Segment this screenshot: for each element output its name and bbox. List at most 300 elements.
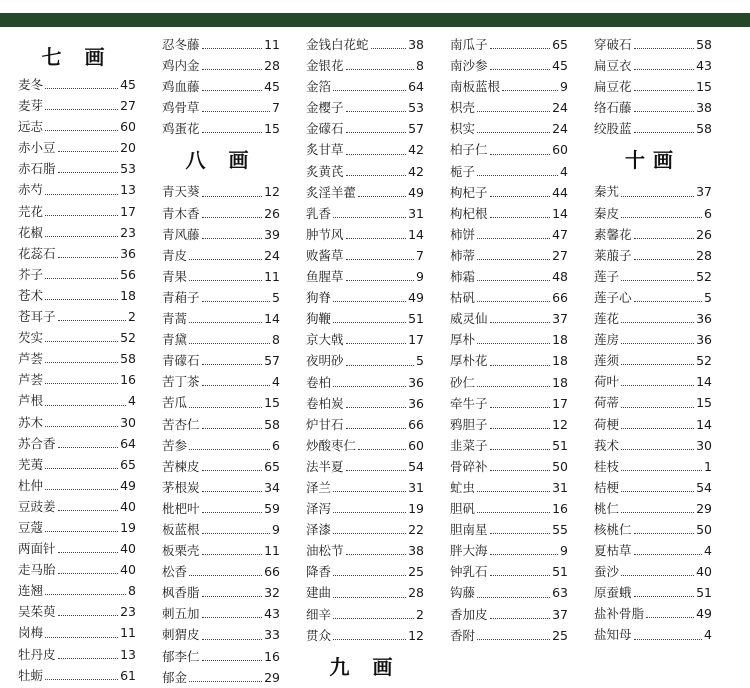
index-entry bbox=[450, 161, 568, 182]
index-entry bbox=[18, 475, 136, 496]
page-number: 51 bbox=[408, 311, 424, 327]
dot-leader bbox=[202, 385, 271, 386]
page-number: 9 bbox=[560, 543, 568, 559]
page-number: 42 bbox=[408, 142, 424, 158]
page-number: 58 bbox=[696, 37, 712, 52]
dot-leader bbox=[477, 491, 550, 492]
page-number: 52 bbox=[120, 330, 136, 346]
herb-name: 素馨花 bbox=[594, 226, 632, 242]
herb-name: 苍术 bbox=[18, 287, 44, 303]
dot-leader bbox=[202, 196, 263, 197]
index-entry bbox=[306, 477, 424, 498]
index-entry bbox=[594, 118, 712, 139]
page-number: 63 bbox=[552, 585, 568, 601]
index-entry bbox=[594, 603, 712, 624]
page-number: 14 bbox=[408, 226, 424, 242]
index-entry bbox=[162, 456, 280, 477]
herb-name: 苦杏仁 bbox=[162, 416, 200, 432]
page-number: 37 bbox=[696, 184, 712, 200]
index-entry bbox=[594, 350, 712, 371]
herb-name: 莲子 bbox=[594, 268, 620, 284]
index-entry bbox=[162, 561, 280, 582]
herb-name: 鱼腥草 bbox=[306, 269, 344, 285]
herb-name: 扁豆花 bbox=[594, 79, 632, 95]
dot-leader bbox=[189, 259, 262, 260]
page-number: 65 bbox=[264, 458, 280, 474]
page-number: 33 bbox=[264, 627, 280, 643]
page-number: 4 bbox=[704, 543, 712, 559]
herb-name: 卷柏炭 bbox=[306, 395, 344, 411]
page-number: 45 bbox=[264, 79, 280, 95]
herb-name: 板蓝根 bbox=[162, 521, 200, 537]
index-entry bbox=[306, 55, 424, 76]
index-entry bbox=[162, 224, 280, 245]
herb-name: 炙淫羊藿 bbox=[306, 184, 357, 200]
index-entry bbox=[18, 306, 136, 327]
index-entry bbox=[450, 245, 568, 266]
herb-name: 莲房 bbox=[594, 332, 620, 348]
herb-name: 连翘 bbox=[18, 583, 44, 599]
page-number: 9 bbox=[560, 79, 568, 95]
index-entry bbox=[306, 97, 424, 118]
herb-name: 郁金 bbox=[162, 669, 188, 685]
index-entry bbox=[306, 372, 424, 393]
page-number: 58 bbox=[264, 416, 280, 432]
herb-name: 莲子心 bbox=[594, 289, 632, 305]
dot-leader bbox=[58, 447, 119, 448]
dot-leader bbox=[45, 637, 118, 638]
dot-leader bbox=[45, 679, 118, 680]
stroke-count-heading: 七 画 bbox=[41, 45, 113, 69]
index-entry bbox=[306, 76, 424, 97]
dot-leader bbox=[346, 428, 407, 429]
index-entry bbox=[594, 329, 712, 350]
page-number: 31 bbox=[408, 205, 424, 221]
dot-leader bbox=[477, 639, 550, 640]
dot-leader bbox=[333, 597, 406, 598]
page-number: 64 bbox=[120, 435, 136, 451]
herb-name: 苏木 bbox=[18, 414, 44, 430]
dot-leader bbox=[202, 491, 263, 492]
index-entry bbox=[594, 414, 712, 435]
page-number: 36 bbox=[120, 245, 136, 261]
dot-leader bbox=[346, 407, 407, 408]
page-number: 49 bbox=[408, 290, 424, 306]
index-entry bbox=[18, 74, 136, 95]
index-entry bbox=[162, 181, 280, 202]
herb-name: 穿破石 bbox=[594, 37, 632, 52]
page-number: 37 bbox=[552, 311, 568, 327]
dot-leader bbox=[477, 259, 550, 260]
herb-name: 芜荑 bbox=[18, 456, 44, 472]
herb-name: 花椒 bbox=[18, 224, 44, 240]
herb-name: 青葙子 bbox=[162, 289, 200, 305]
page-number: 27 bbox=[120, 98, 136, 114]
dot-leader bbox=[621, 575, 694, 576]
page-number: 60 bbox=[552, 142, 568, 158]
index-entry bbox=[450, 414, 568, 435]
herb-name: 韭菜子 bbox=[450, 437, 488, 453]
index-entry bbox=[162, 308, 280, 329]
dot-leader bbox=[202, 639, 263, 640]
page-number: 37 bbox=[552, 606, 568, 622]
herb-name: 钟乳石 bbox=[450, 564, 488, 580]
herb-name: 骨碎补 bbox=[450, 458, 488, 474]
page-number: 29 bbox=[264, 669, 280, 685]
herb-name: 刺猬皮 bbox=[162, 627, 200, 643]
herb-name: 枯矾 bbox=[450, 290, 476, 306]
dot-leader bbox=[346, 238, 407, 239]
herb-name: 秦艽 bbox=[594, 184, 620, 200]
dot-leader bbox=[490, 533, 551, 534]
herb-name: 金银花 bbox=[306, 58, 344, 74]
dot-leader bbox=[490, 154, 551, 155]
dot-leader bbox=[502, 90, 558, 91]
page-number: 14 bbox=[696, 374, 712, 390]
herb-name: 豆豉姜 bbox=[18, 498, 56, 514]
dot-leader bbox=[477, 386, 550, 387]
dot-leader bbox=[634, 48, 695, 49]
herb-name: 青蒿 bbox=[162, 311, 188, 327]
index-entry bbox=[306, 287, 424, 308]
index-entry bbox=[18, 538, 136, 559]
herb-name: 泽泻 bbox=[306, 501, 332, 517]
page-number: 45 bbox=[552, 58, 568, 74]
herb-name: 牡蛎 bbox=[18, 667, 44, 683]
dot-leader bbox=[333, 90, 406, 91]
herb-name: 莪术 bbox=[594, 437, 620, 453]
index-entry bbox=[450, 477, 568, 498]
dot-leader bbox=[490, 554, 559, 555]
index-entry bbox=[18, 517, 136, 538]
page-number: 2 bbox=[128, 309, 136, 325]
dot-leader bbox=[58, 172, 119, 173]
dot-leader bbox=[189, 575, 262, 576]
herb-name: 赤石脂 bbox=[18, 161, 56, 177]
index-column-1 bbox=[18, 34, 136, 686]
dot-leader bbox=[490, 196, 551, 197]
dot-leader bbox=[333, 491, 406, 492]
herb-name: 夜明砂 bbox=[306, 353, 344, 369]
herb-name: 盐知母 bbox=[594, 627, 632, 643]
page-number: 15 bbox=[696, 79, 712, 95]
dot-leader bbox=[202, 364, 263, 365]
index-entry bbox=[18, 222, 136, 243]
index-entry bbox=[162, 498, 280, 519]
herb-name: 花蕊石 bbox=[18, 245, 56, 261]
page-number: 28 bbox=[264, 58, 280, 74]
herb-name: 金礞石 bbox=[306, 121, 344, 137]
page-number: 8 bbox=[128, 583, 136, 599]
page-number: 11 bbox=[264, 543, 280, 559]
dot-leader bbox=[477, 597, 550, 598]
page-number: 38 bbox=[696, 100, 712, 116]
page-number: 40 bbox=[120, 498, 136, 514]
dot-leader bbox=[333, 533, 406, 534]
herb-name: 桃仁 bbox=[594, 500, 620, 516]
herb-name: 两面针 bbox=[18, 541, 56, 557]
page-number: 12 bbox=[552, 416, 568, 432]
page-number: 28 bbox=[696, 247, 712, 263]
page-number: 12 bbox=[408, 627, 424, 643]
herb-name: 青礞石 bbox=[162, 353, 200, 369]
herb-name: 刺五加 bbox=[162, 606, 200, 622]
page-number: 2 bbox=[416, 606, 424, 622]
page-number: 4 bbox=[128, 393, 136, 409]
index-entry bbox=[18, 158, 136, 179]
dot-leader bbox=[621, 343, 694, 344]
index-entry bbox=[594, 582, 712, 603]
page-number: 49 bbox=[408, 184, 424, 200]
page-number: 11 bbox=[264, 37, 280, 52]
dot-leader bbox=[490, 322, 551, 323]
page-number: 18 bbox=[552, 353, 568, 369]
page-number: 14 bbox=[264, 311, 280, 327]
index-entry bbox=[18, 369, 136, 390]
herb-name: 远志 bbox=[18, 119, 44, 135]
herb-name: 肿节风 bbox=[306, 226, 344, 242]
herb-name: 苏合香 bbox=[18, 435, 56, 451]
herb-name: 秦皮 bbox=[594, 205, 620, 221]
herb-name: 建曲 bbox=[306, 585, 332, 601]
dot-leader bbox=[346, 132, 407, 133]
index-entry bbox=[450, 540, 568, 561]
top-banner-band bbox=[0, 13, 750, 27]
index-entry bbox=[450, 393, 568, 414]
dot-leader bbox=[58, 510, 119, 511]
page-number: 16 bbox=[120, 372, 136, 388]
page-number: 11 bbox=[120, 625, 136, 641]
index-entry bbox=[18, 285, 136, 306]
dot-leader bbox=[621, 322, 694, 323]
herb-name: 南沙参 bbox=[450, 58, 488, 74]
herb-name: 厚朴 bbox=[450, 332, 476, 348]
index-entry bbox=[594, 55, 712, 76]
page-number: 14 bbox=[696, 416, 712, 432]
index-entry bbox=[450, 139, 568, 160]
page-number: 29 bbox=[696, 500, 712, 516]
index-entry bbox=[306, 604, 424, 625]
page-number: 19 bbox=[120, 519, 136, 535]
index-entry bbox=[306, 414, 424, 435]
dot-leader bbox=[346, 365, 415, 366]
index-entry bbox=[18, 601, 136, 622]
index-entry bbox=[162, 266, 280, 287]
herb-name: 板栗壳 bbox=[162, 543, 200, 559]
herb-name: 枳壳 bbox=[450, 100, 476, 116]
herb-name: 苦丁茶 bbox=[162, 374, 200, 390]
herb-name: 细辛 bbox=[306, 606, 332, 622]
dot-leader bbox=[621, 428, 694, 429]
page-number: 18 bbox=[552, 374, 568, 390]
index-entry bbox=[162, 435, 280, 456]
page-number: 50 bbox=[552, 458, 568, 474]
index-entry bbox=[162, 582, 280, 603]
index-column-5 bbox=[594, 34, 712, 646]
page-number: 54 bbox=[408, 458, 424, 474]
herb-name: 炉甘石 bbox=[306, 416, 344, 432]
herb-name: 苦参 bbox=[162, 437, 188, 453]
dot-leader bbox=[58, 552, 119, 553]
index-entry bbox=[18, 264, 136, 285]
page-number: 42 bbox=[408, 163, 424, 179]
dot-leader bbox=[346, 154, 407, 155]
index-entry bbox=[450, 308, 568, 329]
herb-name: 忍冬藤 bbox=[162, 37, 200, 52]
herb-name: 青木香 bbox=[162, 205, 200, 221]
page-number: 24 bbox=[264, 247, 280, 263]
dot-leader bbox=[189, 343, 270, 344]
page-number: 61 bbox=[120, 667, 136, 683]
page-number: 54 bbox=[696, 479, 712, 495]
herb-name: 牵牛子 bbox=[450, 395, 488, 411]
dot-leader bbox=[634, 259, 695, 260]
index-entry bbox=[594, 477, 712, 498]
index-entry bbox=[306, 139, 424, 160]
herb-name: 泽兰 bbox=[306, 479, 332, 495]
index-entry bbox=[594, 456, 712, 477]
page-number: 40 bbox=[696, 564, 712, 580]
herb-name: 鸡骨草 bbox=[162, 100, 200, 116]
herb-name: 炙甘草 bbox=[306, 142, 344, 158]
index-entry bbox=[162, 667, 280, 688]
herb-name: 荷叶 bbox=[594, 374, 620, 390]
index-entry bbox=[450, 118, 568, 139]
index-entry bbox=[450, 582, 568, 603]
dot-leader bbox=[634, 301, 703, 302]
dot-leader bbox=[477, 301, 550, 302]
page-number: 18 bbox=[120, 287, 136, 303]
dot-leader bbox=[58, 658, 119, 659]
dot-leader bbox=[634, 596, 695, 597]
index-entry bbox=[306, 435, 424, 456]
dot-leader bbox=[346, 69, 415, 70]
dot-leader bbox=[333, 386, 406, 387]
dot-leader bbox=[634, 90, 695, 91]
page-number: 5 bbox=[272, 289, 280, 305]
index-entry bbox=[18, 201, 136, 222]
page-number: 8 bbox=[416, 58, 424, 74]
index-entry bbox=[306, 161, 424, 182]
index-column-2 bbox=[162, 34, 280, 688]
dot-leader bbox=[45, 362, 118, 363]
page-number: 26 bbox=[264, 205, 280, 221]
dot-leader bbox=[621, 280, 694, 281]
page-number: 31 bbox=[552, 479, 568, 495]
page-number: 52 bbox=[696, 353, 712, 369]
page-number: 15 bbox=[696, 395, 712, 411]
page-number: 24 bbox=[552, 121, 568, 137]
dot-leader bbox=[490, 428, 551, 429]
herb-name: 贯众 bbox=[306, 627, 332, 643]
index-entry bbox=[18, 496, 136, 517]
herb-name: 盐补骨脂 bbox=[594, 606, 645, 622]
herb-name: 荷梗 bbox=[594, 416, 620, 432]
herb-name: 鸦胆子 bbox=[450, 416, 488, 432]
herb-name: 枳实 bbox=[450, 121, 476, 137]
dot-leader bbox=[333, 301, 406, 302]
herb-name: 香附 bbox=[450, 627, 476, 643]
page-number: 1 bbox=[704, 458, 712, 474]
dot-leader bbox=[189, 449, 270, 450]
page-number: 39 bbox=[264, 226, 280, 242]
dot-leader bbox=[477, 238, 550, 239]
herb-name: 原蚕蛾 bbox=[594, 585, 632, 601]
page-number: 40 bbox=[120, 562, 136, 578]
dot-leader bbox=[58, 615, 119, 616]
dot-leader bbox=[333, 639, 406, 640]
dot-leader bbox=[621, 407, 694, 408]
herb-name: 芫花 bbox=[18, 203, 44, 219]
dot-leader bbox=[45, 194, 118, 195]
index-entry bbox=[594, 224, 712, 245]
page-number: 13 bbox=[120, 182, 136, 198]
index-entry bbox=[450, 350, 568, 371]
page-number: 18 bbox=[552, 332, 568, 348]
herb-name: 钩藤 bbox=[450, 585, 476, 601]
index-entry bbox=[306, 203, 424, 224]
page-number: 48 bbox=[552, 269, 568, 285]
page-number: 57 bbox=[264, 353, 280, 369]
herb-name: 泽漆 bbox=[306, 522, 332, 538]
index-entry bbox=[162, 329, 280, 350]
page-number: 47 bbox=[552, 226, 568, 242]
page-number: 7 bbox=[272, 100, 280, 116]
dot-leader bbox=[346, 554, 407, 555]
dot-leader bbox=[333, 217, 406, 218]
page-number: 20 bbox=[120, 140, 136, 156]
index-entry bbox=[306, 350, 424, 371]
index-entry bbox=[450, 625, 568, 646]
index-entry bbox=[18, 95, 136, 116]
index-entry bbox=[306, 182, 424, 203]
dot-leader bbox=[490, 365, 551, 366]
index-entry bbox=[594, 266, 712, 287]
herb-name: 栀子 bbox=[450, 163, 476, 179]
herb-name: 莲花 bbox=[594, 311, 620, 327]
herb-name: 青皮 bbox=[162, 247, 188, 263]
dot-leader bbox=[621, 512, 694, 513]
dot-leader bbox=[490, 407, 551, 408]
index-entry bbox=[18, 665, 136, 686]
herb-name: 芦荟 bbox=[18, 351, 44, 367]
index-entry bbox=[306, 266, 424, 287]
page-number: 65 bbox=[120, 456, 136, 472]
herb-name: 鸡内金 bbox=[162, 58, 200, 74]
page-number: 15 bbox=[264, 395, 280, 411]
index-entry bbox=[594, 287, 712, 308]
herb-name: 炙黄芪 bbox=[306, 163, 344, 179]
herb-name: 金樱子 bbox=[306, 100, 344, 116]
page-number: 9 bbox=[416, 269, 424, 285]
index-entry bbox=[594, 498, 712, 519]
index-entry bbox=[18, 622, 136, 643]
dot-leader bbox=[490, 217, 551, 218]
page-number: 23 bbox=[120, 604, 136, 620]
dot-leader bbox=[189, 681, 262, 682]
page-number: 17 bbox=[552, 395, 568, 411]
page-number: 17 bbox=[120, 203, 136, 219]
page-number: 13 bbox=[120, 646, 136, 662]
dot-leader bbox=[621, 491, 694, 492]
herb-name: 岗梅 bbox=[18, 625, 44, 641]
index-entry bbox=[306, 498, 424, 519]
index-entry bbox=[18, 116, 136, 137]
page-number: 30 bbox=[696, 437, 712, 453]
top-banner bbox=[0, 0, 750, 30]
herb-name: 苦楝皮 bbox=[162, 458, 200, 474]
herb-name: 芦根 bbox=[18, 393, 44, 409]
